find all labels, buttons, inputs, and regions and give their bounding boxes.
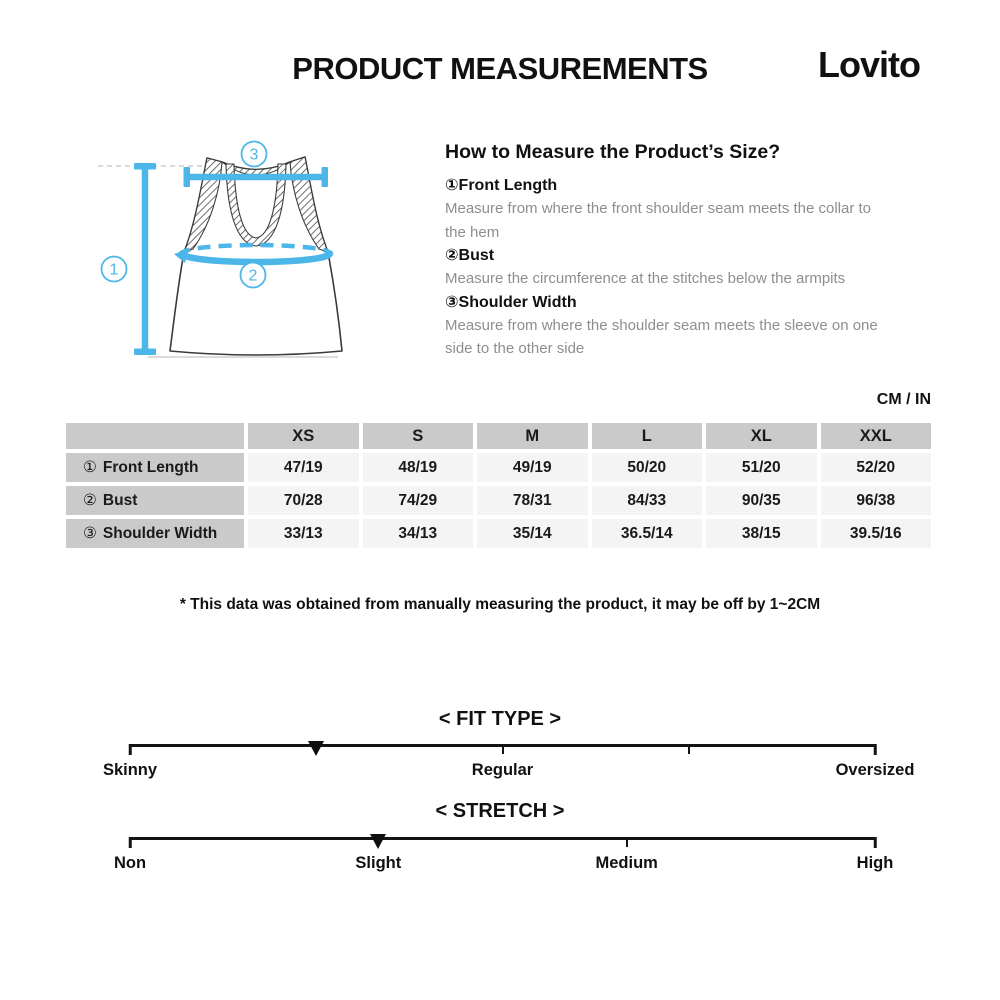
stretch-label-high: High: [856, 854, 894, 872]
guide-item-number: ③: [445, 293, 459, 311]
row-label: ② Bust: [66, 486, 244, 515]
row-label: ③ Shoulder Width: [66, 519, 244, 548]
measurement-cell: 38/15: [706, 519, 817, 548]
stretch-marker: [370, 834, 386, 849]
size-column-header: XS: [248, 423, 359, 449]
guide-item-label: ③Shoulder Width: [445, 293, 577, 311]
measurement-cell: 34/13: [363, 519, 474, 548]
measure-guide: [445, 141, 890, 361]
size-column-header: M: [477, 423, 588, 449]
table-corner-cell: [66, 423, 244, 449]
fit-type-title: < FIT TYPE >: [438, 708, 562, 730]
svg-text:3: 3: [249, 146, 259, 164]
svg-text:1: 1: [109, 261, 119, 279]
table-row-front-length: [66, 453, 931, 482]
size-column-header: XXL: [821, 423, 932, 449]
guide-item-label: ②Bust: [445, 247, 495, 264]
size-column-header: XL: [706, 423, 817, 449]
measurement-cell: 51/20: [706, 453, 817, 482]
measurement-cell: 70/28: [248, 486, 359, 515]
scale-tick: [626, 837, 628, 847]
fit-type-label-oversized: Oversized: [835, 761, 915, 779]
size-column-header: L: [592, 423, 703, 449]
callout-2: [241, 263, 266, 288]
stretch-title: < STRETCH >: [435, 800, 565, 822]
measurement-cell: 33/13: [248, 519, 359, 548]
fit-type-label-regular: Regular: [471, 761, 534, 779]
scale-tick: [502, 744, 504, 754]
table-row-bust: [66, 486, 931, 515]
measurement-cell: 48/19: [363, 453, 474, 482]
guide-item-number: ①: [445, 177, 459, 194]
measurement-cell: 39.5/16: [821, 519, 932, 548]
front-length-indicator: [134, 163, 156, 355]
stretch-label-non: Non: [113, 854, 147, 872]
scale-tick: [874, 744, 877, 755]
scale-tick: [129, 744, 132, 755]
scale-tick: [874, 837, 877, 848]
measurement-cell: 36.5/14: [592, 519, 703, 548]
svg-text:2: 2: [248, 267, 258, 285]
measurement-cell: 90/35: [706, 486, 817, 515]
callout-1: [102, 257, 127, 282]
stretch-scale: [113, 837, 894, 877]
stretch-label-medium: Medium: [595, 854, 658, 872]
scale-tick: [688, 744, 690, 754]
measurement-cell: 78/31: [477, 486, 588, 515]
guide-item-label: ①Front Length: [445, 177, 558, 194]
measurement-cell: 50/20: [592, 453, 703, 482]
size-table: [62, 419, 935, 552]
guide-item-description: Measure from where the shoulder seam meets the sleeve on one side to the other side: [445, 316, 878, 357]
size-column-header: S: [363, 423, 474, 449]
stretch-label-slight: Slight: [355, 854, 402, 872]
measurement-cell: 96/38: [821, 486, 932, 515]
fit-type-marker: [308, 741, 324, 756]
scale-tick: [129, 837, 132, 848]
fit-type-label-skinny: Skinny: [102, 761, 158, 779]
brand-logo: Lovito: [818, 44, 920, 85]
measurement-cell: 52/20: [821, 453, 932, 482]
row-label: ① Front Length: [66, 453, 244, 482]
measurement-cell: 74/29: [363, 486, 474, 515]
guide-item-description: Measure from where the front shoulder seam meets the collar to the hem: [445, 200, 872, 241]
measurement-cell: 84/33: [592, 486, 703, 515]
stretch-axis: [130, 837, 875, 840]
measurement-cell: 47/19: [248, 453, 359, 482]
units-label: CM / IN: [876, 391, 931, 408]
size-table-header-row: [66, 423, 931, 449]
garment-diagram: [90, 130, 430, 390]
guide-item-description: Measure the circumference at the stitches below the armpits: [445, 270, 846, 287]
measurement-cell: 49/19: [477, 453, 588, 482]
table-row-shoulder-width: [66, 519, 931, 548]
measurement-disclaimer: * This data was obtained from manually measuring the product, it may be off by 1~2CM: [179, 596, 821, 613]
callout-3: [242, 142, 267, 167]
guide-item-number: ②: [445, 247, 459, 264]
fit-type-scale: [102, 744, 915, 784]
guide-heading: How to Measure the Product’s Size?: [445, 141, 781, 163]
measurement-cell: 35/14: [477, 519, 588, 548]
page-title: PRODUCT MEASUREMENTS: [292, 51, 708, 86]
